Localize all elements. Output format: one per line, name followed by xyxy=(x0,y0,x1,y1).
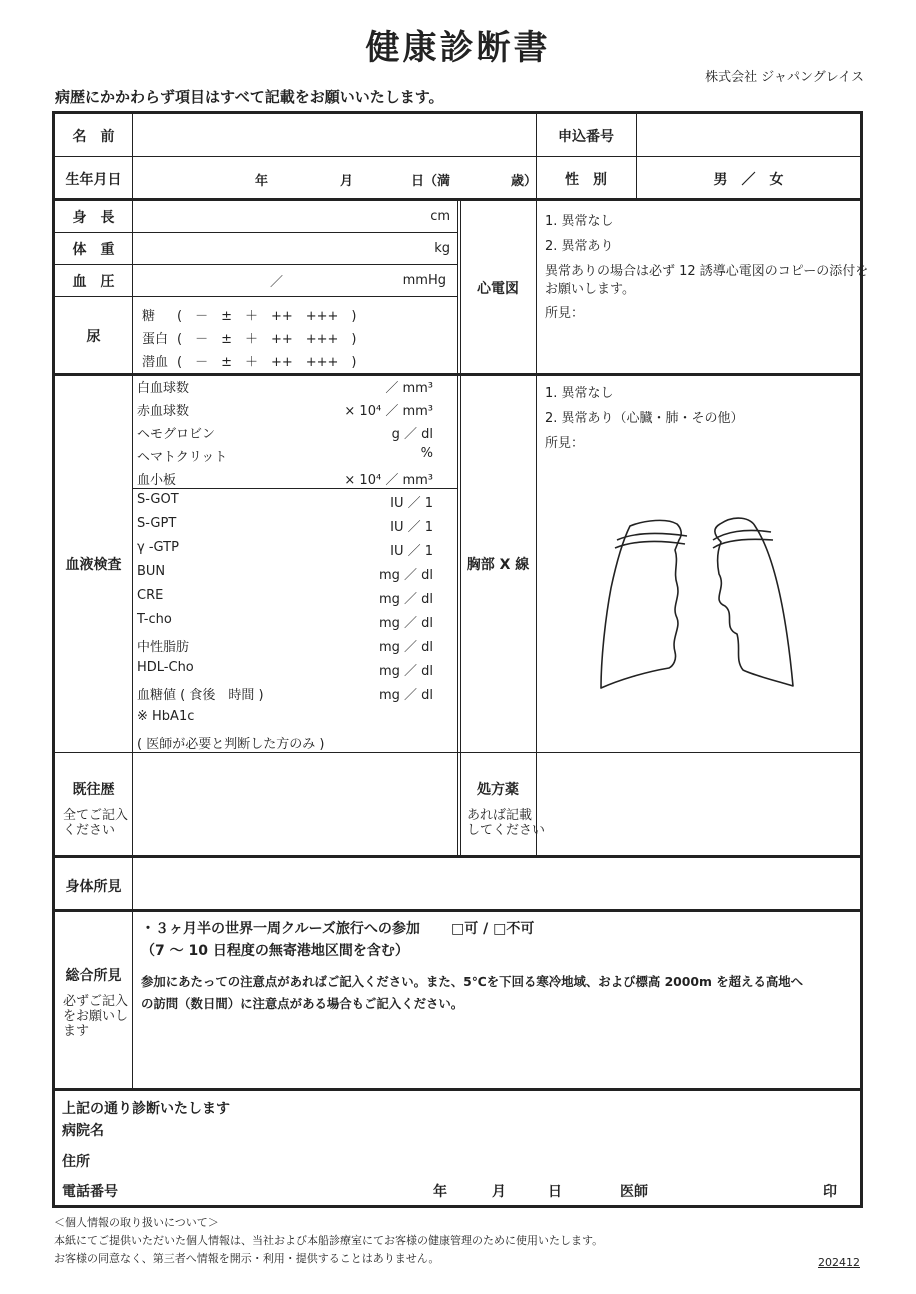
blood-item-value-field[interactable] xyxy=(235,423,375,443)
prescription-field[interactable] xyxy=(537,754,860,854)
blood-item-unit: IU ／ 1 xyxy=(390,520,433,535)
rule xyxy=(55,264,457,265)
seal-mark: 印 xyxy=(823,1184,837,1200)
urine-blood-name: 潜血 xyxy=(142,355,169,370)
doctor-label: 医師 xyxy=(620,1184,648,1200)
prescription-note-cont: してください xyxy=(467,823,546,838)
blood-item-unit: IU ／ 1 xyxy=(390,544,433,559)
blood-item-unit: IU ／ 1 xyxy=(390,496,433,511)
blood-item-value-field[interactable] xyxy=(235,564,375,584)
urine-protein-name: 蛋白 xyxy=(142,332,169,347)
form-title: 健康診断書 xyxy=(365,28,551,68)
blood-item-value-field[interactable] xyxy=(235,660,375,680)
overall-findings-note-2: をお願いし xyxy=(63,1009,129,1024)
blood-item-name: 赤血球数 xyxy=(137,404,190,419)
application-number-field[interactable] xyxy=(637,114,860,156)
lungs-diagram-icon xyxy=(595,510,815,695)
birthdate-label: 生年月日 xyxy=(65,172,122,188)
rule xyxy=(55,232,457,233)
blood-item-unit: mg ／ dl xyxy=(378,616,433,631)
overall-findings-note-3: ます xyxy=(63,1024,90,1039)
blood-item-value-field[interactable] xyxy=(235,540,375,560)
xray-option-normal[interactable]: 1. 異常なし xyxy=(545,386,614,401)
birth-day-unit: 日（満 xyxy=(411,174,451,189)
ecg-option-abnormal[interactable]: 2. 異常あり xyxy=(545,239,614,254)
blood-item-name: 中性脂肪 xyxy=(137,640,190,655)
blood-item-value-field[interactable] xyxy=(235,516,375,536)
diagnosis-statement: 上記の通り診断いたします xyxy=(62,1101,230,1117)
weight-unit: kg xyxy=(434,241,450,256)
overall-findings-note: 必ずご記入 xyxy=(63,994,129,1009)
cruise-approval-choice[interactable]: □可 / □不可 xyxy=(451,921,535,937)
overall-instruction: 参加にあたっての注意点があればご記入ください。また、5℃を下回る寒冷地域、および標高 2000m を超える高地へ xyxy=(141,974,804,989)
medical-history-note: 全てご記入 xyxy=(63,808,129,823)
birth-year-unit: 年 xyxy=(255,174,269,189)
form-code: 202412 xyxy=(818,1256,860,1269)
weight-label: 体 重 xyxy=(72,242,115,258)
blood-test-label: 血液検査 xyxy=(65,557,122,573)
rule xyxy=(55,156,860,157)
overall-instruction-cont: の訪問（数日間）に注意点がある場合もご記入ください。 xyxy=(141,996,464,1011)
blood-item-value-field[interactable] xyxy=(235,400,375,420)
application-number-label: 申込番号 xyxy=(558,129,614,145)
rule xyxy=(132,114,133,1089)
ecg-findings-label: 所見： xyxy=(545,306,585,321)
rule xyxy=(55,909,860,912)
blood-item-value-field[interactable] xyxy=(235,684,375,704)
blood-item-value-field[interactable] xyxy=(235,446,375,466)
urine-blood-scale[interactable]: ( － ± ＋ ++ +++ ) xyxy=(177,355,357,370)
blood-item-value-field[interactable] xyxy=(235,377,375,397)
blood-item-unit: × 10⁴ ／ mm³ xyxy=(344,473,433,488)
sign-month-unit: 月 xyxy=(492,1184,506,1200)
phone-label: 電話番号 xyxy=(62,1184,118,1200)
blood-item-unit: g ／ dl xyxy=(391,427,433,442)
blood-item-unit: mg ／ dl xyxy=(378,640,433,655)
rule xyxy=(457,200,461,855)
bp-separator: ／ xyxy=(270,275,284,290)
xray-option-abnormal[interactable]: 2. 異常あり（心臓・肺・その他） xyxy=(545,411,744,426)
blood-item-unit: mg ／ dl xyxy=(378,592,433,607)
sign-day-unit: 日 xyxy=(548,1184,562,1200)
blood-item-name: 白血球数 xyxy=(137,381,190,396)
medical-history-note-cont: ください xyxy=(63,823,116,838)
blood-item-unit: mg ／ dl xyxy=(378,664,433,679)
blood-item-value-field[interactable] xyxy=(235,469,375,489)
blood-item-name: S-GPT xyxy=(137,516,177,531)
blood-item-name: γ -GTP xyxy=(137,540,179,555)
blood-item-name: BUN xyxy=(137,564,166,579)
name-field[interactable] xyxy=(133,114,536,156)
xray-findings-label: 所見： xyxy=(545,436,585,451)
prescription-label: 処方薬 xyxy=(477,782,519,798)
ecg-option-normal[interactable]: 1. 異常なし xyxy=(545,214,614,229)
blood-item-name: T-cho xyxy=(137,612,172,627)
physical-findings-field[interactable] xyxy=(133,858,860,909)
address-label: 住所 xyxy=(62,1154,90,1170)
sign-year-unit: 年 xyxy=(433,1184,447,1200)
blood-item-name: 血糖値 ( 食後 時間 ) xyxy=(137,688,264,703)
blood-item-name: 血小板 xyxy=(137,473,177,488)
blood-item-value-field[interactable] xyxy=(235,492,375,512)
urine-sugar-name: 糖 xyxy=(142,309,156,324)
blood-item-name: ※ HbA1c xyxy=(137,709,195,724)
ecg-label: 心電図 xyxy=(477,281,519,297)
form-instruction: 病歴にかかわらず項目はすべて記載をお願いいたします。 xyxy=(55,88,444,106)
rule xyxy=(55,1088,860,1091)
birth-month-unit: 月 xyxy=(340,174,354,189)
blood-item-unit: mg ／ dl xyxy=(378,568,433,583)
blood-item-name: ヘモグロビン xyxy=(137,427,216,442)
age-unit: 歳） xyxy=(511,174,538,189)
blood-item-name: S-GOT xyxy=(137,492,179,507)
height-unit: cm xyxy=(430,209,450,224)
urine-protein-scale[interactable]: ( － ± ＋ ++ +++ ) xyxy=(177,332,357,347)
blood-item-unit: × 10⁴ ／ mm³ xyxy=(344,404,433,419)
blood-pressure-label: 血 圧 xyxy=(72,274,115,290)
blood-item-name: HDL-Cho xyxy=(137,660,194,675)
cruise-question-note: （7 ～ 10 日程度の無寄港地区間を含む） xyxy=(141,943,409,959)
privacy-text-cont: お客様の同意なく、第三者へ情報を開示・利用・提供することはありません。 xyxy=(54,1252,440,1265)
medical-history-label: 既往歴 xyxy=(72,782,115,798)
blood-item-name: ( 医師が必要と判断した方のみ ) xyxy=(137,737,325,752)
overall-findings-label: 総合所見 xyxy=(65,968,122,984)
sex-label: 性 別 xyxy=(565,172,607,188)
blood-item-unit: ／ mm³ xyxy=(385,381,433,396)
prescription-note: あれば記載 xyxy=(467,808,533,823)
blood-item-name: CRE xyxy=(137,588,164,603)
company-name: 株式会社 ジャパングレイス xyxy=(705,70,864,85)
chest-xray-label: 胸部 X 線 xyxy=(466,557,530,573)
blood-item-name: ヘマトクリット xyxy=(137,450,228,465)
rule xyxy=(55,296,457,297)
ecg-note: 異常ありの場合は必ず 12 誘導心電図のコピーの添付を xyxy=(545,264,869,279)
blood-item-value-field[interactable] xyxy=(235,612,375,632)
name-label: 名 前 xyxy=(72,129,115,145)
privacy-text: 本紙にてご提供いただいた個人情報は、当社および本船診療室にてお客様の健康管理のために使用いたします。 xyxy=(54,1234,604,1247)
privacy-title: ＜個人情報の取り扱いについて＞ xyxy=(54,1216,219,1229)
blood-item-value-field[interactable] xyxy=(235,588,375,608)
form-frame xyxy=(52,111,869,1208)
medical-history-field[interactable] xyxy=(133,754,457,854)
physical-findings-label: 身体所見 xyxy=(65,879,122,895)
blood-item-unit: % xyxy=(420,446,433,461)
height-label: 身 長 xyxy=(72,210,115,226)
blood-item-unit: mg ／ dl xyxy=(378,688,433,703)
cruise-question: ・３ヶ月半の世界一周クルーズ旅行への参加 xyxy=(141,921,420,937)
urine-label: 尿 xyxy=(86,329,101,345)
bp-unit: mmHg xyxy=(402,273,446,288)
ecg-note-cont: お願いします。 xyxy=(545,282,635,297)
urine-sugar-scale[interactable]: ( － ± ＋ ++ +++ ) xyxy=(177,309,357,324)
sex-options[interactable]: 男 ／ 女 xyxy=(713,172,784,188)
hospital-name-label: 病院名 xyxy=(62,1123,104,1139)
blood-item-value-field[interactable] xyxy=(235,636,375,656)
